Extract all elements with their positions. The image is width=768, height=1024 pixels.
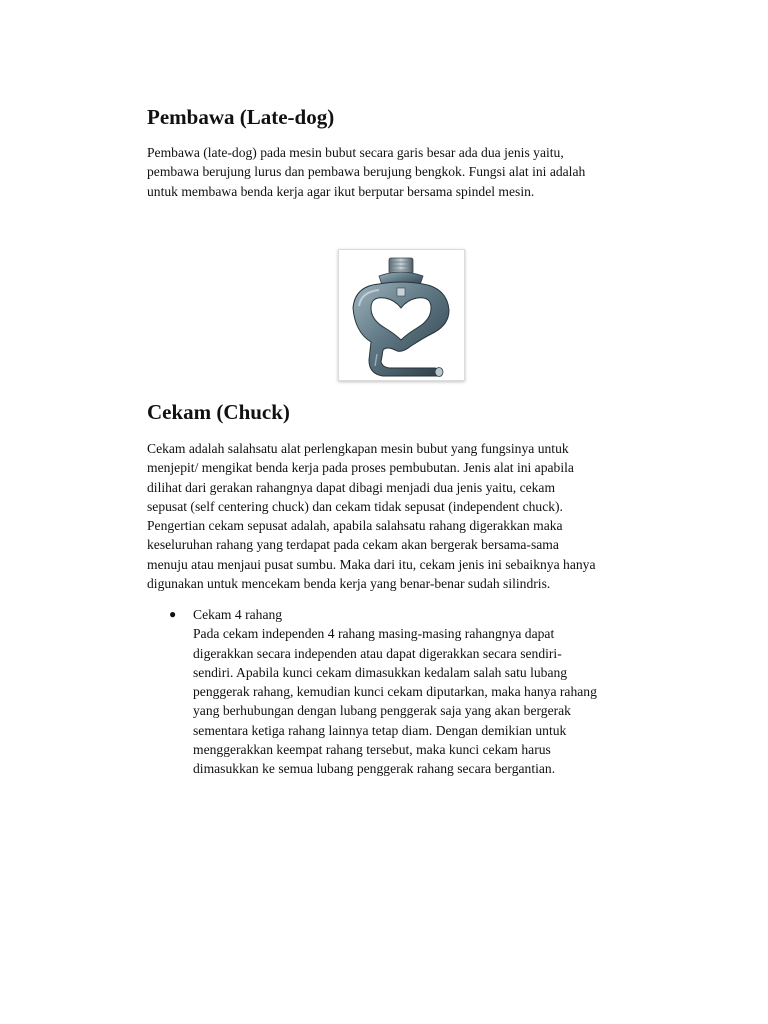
late-dog-paragraph	[147, 143, 687, 201]
bullet-line: dimasukkan ke semua lubang penggerak rahang secara bergantian.	[193, 761, 556, 777]
bullet-line: penggerak rahang, kemudian kunci cekam diputarkan, maka hanya rahang	[193, 684, 597, 700]
section-heading-chuck: Cekam (Chuck)	[147, 400, 290, 424]
bullet-line: digerakkan secara independen atau dapat digerakkan secara sendiri-	[193, 645, 562, 661]
paragraph-line: Pembawa (late-dog) pada mesin bubut secara garis besar ada dua jenis yaitu,	[147, 145, 564, 160]
lathe-dog-icon	[339, 250, 464, 380]
chuck-types-list	[147, 605, 687, 779]
paragraph-line: Pengertian cekam sepusat adalah, apabila salahsatu rahang digerakkan maka	[147, 518, 563, 534]
paragraph-line: pembawa berujung lurus dan pembawa berujung bengkok. Fungsi alat ini adalah	[147, 164, 586, 180]
paragraph-line: menuju atau menjaui pusat sumbu. Maka dari itu, cekam jenis ini sebaiknya hanya	[147, 556, 596, 572]
paragraph-line: Cekam adalah salahsatu alat perlengkapan mesin bubut yang fungsinya untuk	[147, 441, 569, 456]
paragraph-line: untuk membawa benda kerja agar ikut berputar bersama spindel mesin.	[147, 183, 535, 199]
paragraph-line: dilihat dari gerakan rahangnya dapat dibagi menjadi dua jenis yaitu, cekam	[147, 479, 556, 495]
bullet-title: Cekam 4 rahang	[193, 607, 283, 622]
lathe-dog-image	[338, 249, 465, 381]
bullet-icon: ●	[169, 607, 177, 621]
bullet-line: yang berhubungan dengan lubang penggerak saja yang akan bergerak	[193, 703, 571, 719]
section-heading-late-dog: Pembawa (Late-dog)	[147, 105, 335, 129]
bullet-line: sementara ketiga rahang lainnya tetap diam. Dengan demikian untuk	[193, 722, 567, 738]
chuck-paragraph	[147, 439, 687, 593]
paragraph-line: sepusat (self centering chuck) dan cekam tidak sepusat (independent chuck).	[147, 498, 563, 514]
paragraph-line: digunakan untuk mencekam benda kerja yang benar-benar sudah silindris.	[147, 576, 551, 592]
paragraph-line: menjepit/ mengikat benda kerja pada proses pembubutan. Jenis alat ini apabila	[147, 460, 574, 476]
paragraph-line: keseluruhan rahang yang terdapat pada cekam akan bergerak bersama-sama	[147, 537, 559, 553]
bullet-line: sendiri. Apabila kunci cekam dimasukkan kedalam salah satu lubang	[193, 664, 568, 680]
bullet-line: menggerakkan keempat rahang tersebut, maka kunci cekam harus	[193, 742, 551, 758]
list-item	[147, 605, 687, 779]
bullet-line: Pada cekam independen 4 rahang masing-masing rahangnya dapat	[193, 626, 555, 642]
